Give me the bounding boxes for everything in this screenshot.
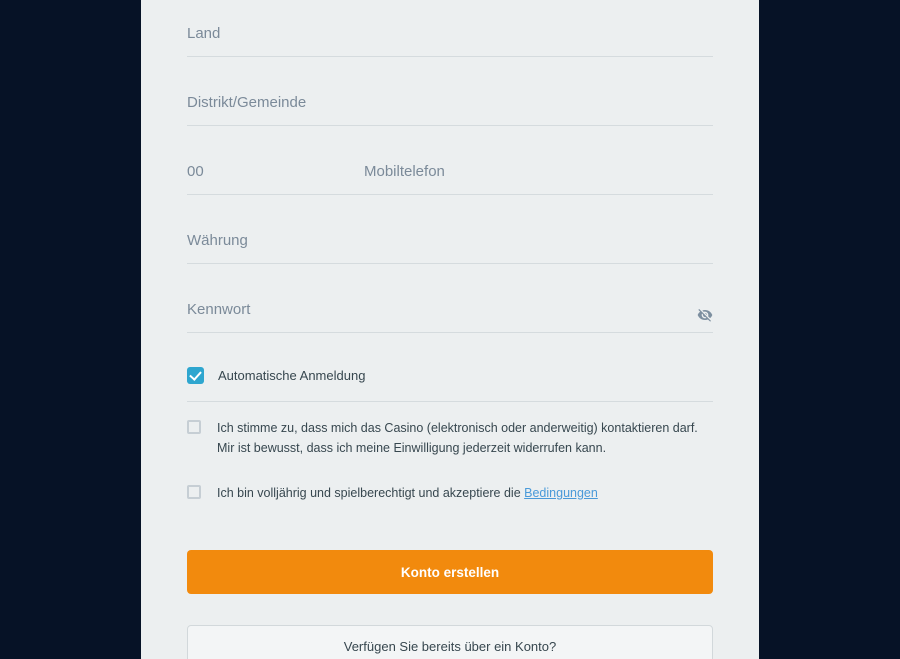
phone-field-row: [187, 160, 713, 195]
phone-prefix-input[interactable]: [187, 160, 364, 194]
mobile-phone-input[interactable]: [364, 160, 713, 194]
create-account-button[interactable]: Konto erstellen: [187, 550, 713, 594]
registration-form: [141, 0, 759, 659]
visibility-off-icon: [697, 311, 713, 326]
password-input[interactable]: [187, 298, 713, 332]
terms-link[interactable]: Bedingungen: [524, 486, 598, 500]
currency-input[interactable]: [187, 229, 713, 263]
auto-login-label: Automatische Anmeldung: [218, 368, 366, 383]
age-consent-label-text: Ich bin volljährig und spielberechtigt und akzeptiere die: [217, 486, 525, 500]
contact-consent-checkbox[interactable]: [187, 420, 201, 434]
password-field-row: [187, 298, 713, 333]
contact-consent-checkbox-row[interactable]: [187, 418, 713, 458]
age-consent-checkbox-row[interactable]: [187, 483, 713, 503]
district-field-row: [187, 91, 713, 126]
currency-field-row: [187, 229, 713, 264]
existing-account-button[interactable]: Verfügen Sie bereits über ein Konto?: [187, 625, 713, 659]
age-consent-label: [217, 483, 598, 503]
section-divider: [187, 401, 713, 402]
district-input[interactable]: [187, 91, 713, 125]
auto-login-checkbox-checked[interactable]: [187, 367, 204, 384]
toggle-password-visibility-button[interactable]: [697, 307, 713, 323]
age-consent-checkbox[interactable]: [187, 485, 201, 499]
country-input[interactable]: [187, 22, 713, 56]
registration-panel: [141, 0, 759, 659]
contact-consent-label: Ich stimme zu, dass mich das Casino (elektronisch oder anderweitig) kontaktieren darf. Mir ist bewusst, dass ich meine Einwilligung jederzeit widerrufen kann.: [217, 421, 698, 455]
auto-login-checkbox-row[interactable]: [187, 367, 713, 384]
country-field-row: [187, 22, 713, 57]
